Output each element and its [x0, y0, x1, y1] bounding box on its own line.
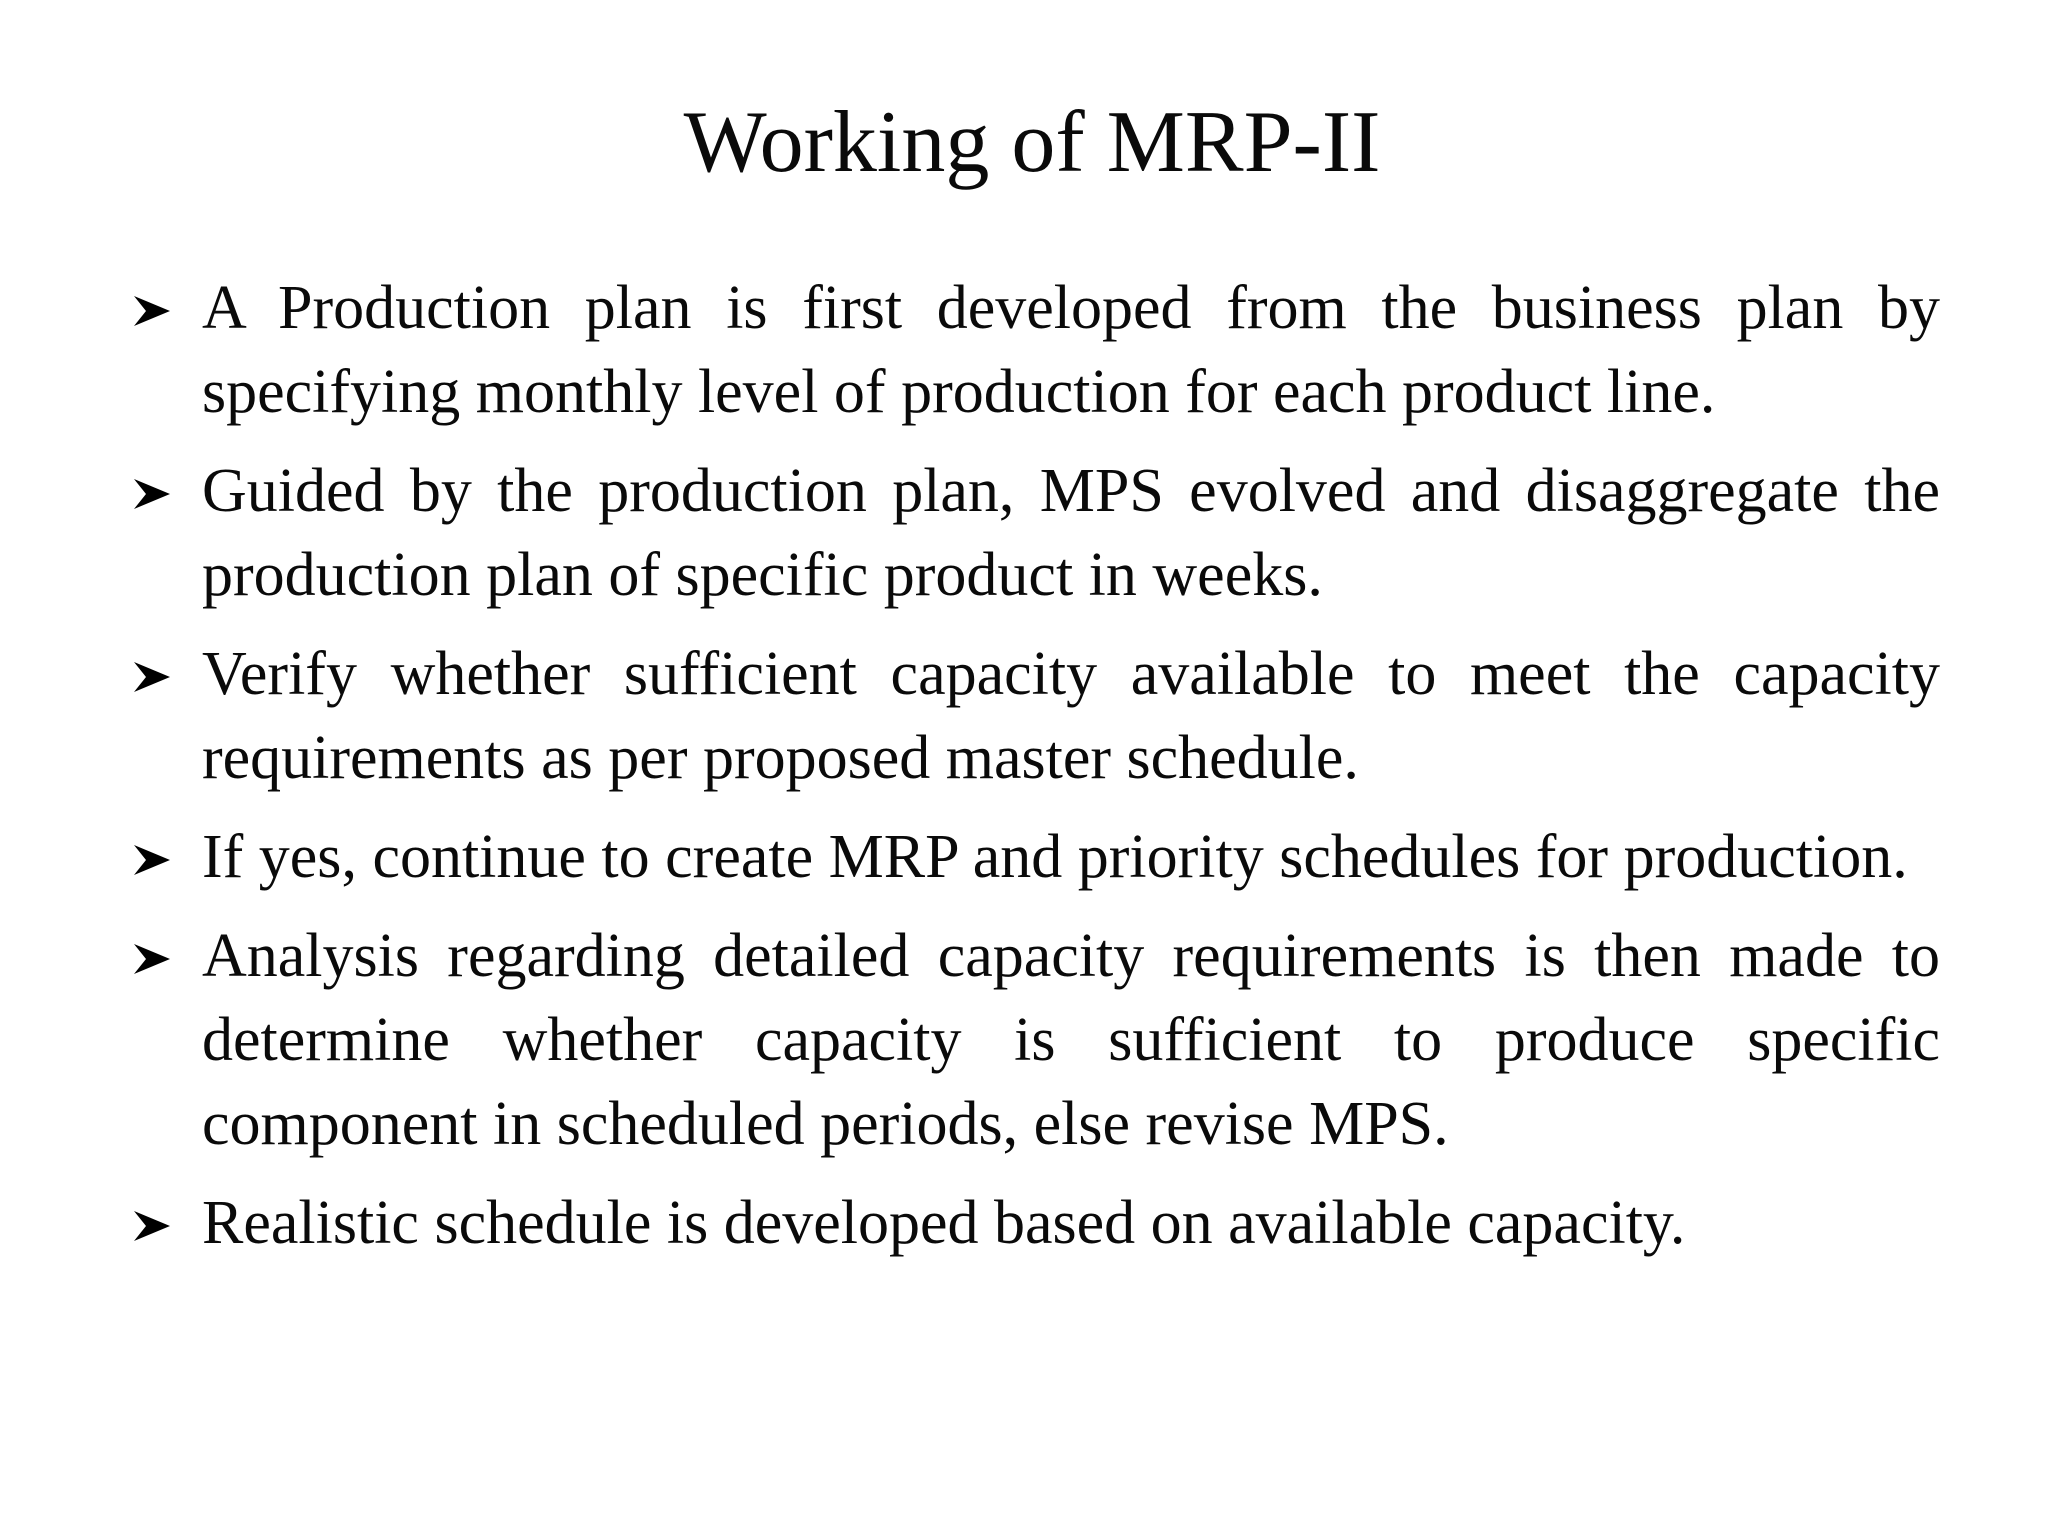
bullet-list: [128, 266, 1940, 1280]
arrowhead-bullet-icon: [130, 841, 174, 879]
arrowhead-bullet-icon: [130, 292, 174, 330]
bullet-text: Analysis regarding detailed capacity requirements is then made to determine whether capacity is sufficient to produce specific component in scheduled periods, else revise MPS.: [202, 922, 1940, 1158]
arrowhead-bullet-icon: [130, 940, 174, 978]
bullet-text: If yes, continue to create MRP and priority schedules for production.: [202, 823, 1908, 891]
bullet-text: Guided by the production plan, MPS evolved and disaggregate the production plan of specific product in weeks.: [202, 457, 1940, 609]
bullet-item: [128, 449, 1940, 617]
bullet-item: [128, 815, 1940, 899]
bullet-item: [128, 266, 1940, 434]
arrowhead-bullet-icon: [130, 658, 174, 696]
bullet-item: [128, 914, 1940, 1166]
bullet-text: A Production plan is first developed from the business plan by specifying monthly level of production for each product line.: [202, 274, 1940, 426]
slide-title: Working of MRP-II: [683, 94, 1381, 191]
bullet-item: [128, 1181, 1940, 1265]
bullet-text: Realistic schedule is developed based on available capacity.: [202, 1189, 1686, 1257]
bullet-item: [128, 632, 1940, 800]
arrowhead-bullet-icon: [130, 1207, 174, 1245]
bullet-text: Verify whether sufficient capacity available to meet the capacity requirements as per proposed master schedule.: [202, 640, 1940, 792]
arrowhead-bullet-icon: [130, 475, 174, 513]
